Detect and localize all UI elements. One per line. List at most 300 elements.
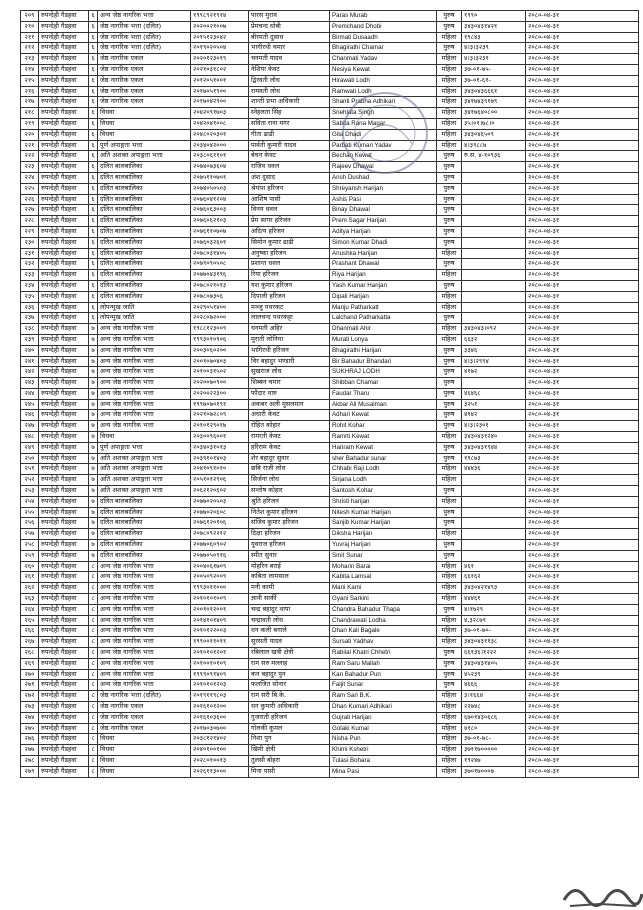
cell-municipality: रुपन्देही गैडहवा — [39, 594, 89, 605]
cell-category: विधवा — [98, 766, 191, 777]
cell-category: अन्य जेष्ठ नागरिक भत्ता — [98, 648, 191, 659]
table-row — [21, 561, 639, 572]
cell-id-no: २०७८०३१४०५ — [191, 248, 249, 259]
table-row — [21, 734, 639, 745]
cell-category: अन्य जेष्ठ नागरिक भत्ता — [98, 388, 191, 399]
cell-ward: ६ — [89, 11, 98, 22]
cell-citizenship-no: ४।१७२९ — [462, 604, 526, 615]
cell-ward: ६ — [89, 216, 98, 227]
cell-name-en: Dipali Harijan — [330, 291, 437, 302]
cell-name-np: खिमी क्षेत्री — [249, 745, 330, 756]
cell-gender: महिला — [437, 594, 462, 605]
cell-id-no: २०३९१०१४०३ — [191, 453, 249, 464]
cell-municipality: रुपन्देही गैडहवा — [39, 237, 89, 248]
cell-date: २०८०-०४-३१ — [526, 669, 639, 680]
cell-citizenship-no — [462, 183, 526, 194]
cell-gender: महिला — [437, 129, 462, 140]
cell-id-no: २०३८१२१४०२ — [191, 734, 249, 745]
table-row — [21, 594, 639, 605]
cell-date: २०८०-०४-३१ — [526, 43, 639, 54]
cell-citizenship-no: ३४३०४३१४०५ — [462, 658, 526, 669]
cell-ward: ७ — [89, 453, 98, 464]
cell-sn: २३७ — [21, 313, 39, 324]
cell-citizenship-no — [462, 216, 526, 227]
table-row — [21, 496, 639, 507]
cell-id-no: १९९९०९१४०९ — [191, 669, 249, 680]
cell-municipality: रुपन्देही गैडहवा — [39, 313, 89, 324]
cell-citizenship-no: ४४४३६ — [462, 464, 526, 475]
cell-ward: ८ — [89, 594, 98, 605]
cell-gender: पुरुष — [437, 356, 462, 367]
cell-sn: २२९ — [21, 226, 39, 237]
cell-name-np: अकबर अली मुसलमान — [249, 399, 330, 410]
cell-date: २०८०-०४-३१ — [526, 410, 639, 421]
cell-gender: पुरुष — [437, 367, 462, 378]
cell-sn: २१५ — [21, 75, 39, 86]
cell-name-en: Diksha Harijan — [330, 529, 437, 540]
cell-name-en: Prashant Dhawal — [330, 259, 437, 270]
cell-id-no: १९९८९२१९१४ — [191, 11, 249, 22]
cell-date: २०८०-०४-३१ — [526, 702, 639, 713]
table-row — [21, 626, 639, 637]
cell-gender: पुरुष — [437, 648, 462, 659]
table-row — [21, 237, 639, 248]
cell-sn: २३९ — [21, 334, 39, 345]
cell-ward: ८ — [89, 658, 98, 669]
corner-handwritten-mark — [560, 876, 643, 910]
cell-municipality: रुपन्देही गैडहवा — [39, 518, 89, 529]
cell-sn: २४९ — [21, 442, 39, 453]
table-row — [21, 442, 639, 453]
cell-gender: पुरुष — [437, 442, 462, 453]
cell-municipality: रुपन्देही गैडहवा — [39, 21, 89, 32]
cell-ward: ८ — [89, 755, 98, 766]
cell-category: जेष्ठ नागरिक एकल — [98, 75, 191, 86]
cell-name-np: धन कली बगाले — [249, 626, 330, 637]
cell-citizenship-no: ३४३०४३६६६१ — [462, 86, 526, 97]
cell-name-en: Faudar Tharu — [330, 388, 437, 399]
cell-ward: ७ — [89, 486, 98, 497]
cell-name-np: सिर्जना लोध — [249, 475, 330, 486]
cell-sn: २६५ — [21, 615, 39, 626]
cell-date: २०८०-०४-३१ — [526, 302, 639, 313]
cell-id-no: २०१२०५१००१ — [191, 75, 249, 86]
cell-date: २०८०-०४-३१ — [526, 216, 639, 227]
cell-citizenship-no — [462, 291, 526, 302]
cell-date: २०८०-०४-३१ — [526, 550, 639, 561]
table-row — [21, 97, 639, 108]
cell-category: अति अशक्त अपाङ्गता भत्ता — [98, 486, 191, 497]
cell-gender: महिला — [437, 702, 462, 713]
cell-name-np: बेचन केवट — [249, 151, 330, 162]
cell-id-no: २०७७०२०५०३ — [191, 496, 249, 507]
table-row — [21, 54, 639, 65]
cell-category: दलित बालबालिका — [98, 507, 191, 518]
cell-citizenship-no: ४।३९८८७ — [462, 140, 526, 151]
cell-date: २०८०-०४-३१ — [526, 734, 639, 745]
cell-name-np: राजिव धवल — [249, 162, 330, 173]
cell-name-en: Yash Kumar Harijan — [330, 280, 437, 291]
cell-sn: २१२ — [21, 43, 39, 54]
cell-sn: २४७ — [21, 421, 39, 432]
cell-gender: महिला — [437, 755, 462, 766]
cell-gender: पुरुष — [437, 226, 462, 237]
cell-date: २०८०-०४-३१ — [526, 367, 639, 378]
cell-name-en: Shibban Chamar — [330, 378, 437, 389]
cell-gender: पुरुष — [437, 345, 462, 356]
cell-category: अन्य जेष्ठ नागरिक भत्ता — [98, 345, 191, 356]
cell-name-en: Chanmati Yadav — [330, 54, 437, 65]
cell-citizenship-no: ३४३०४३१९४४ — [462, 442, 526, 453]
cell-name-np: फौदार थारु — [249, 388, 330, 399]
cell-sn: २२४ — [21, 172, 39, 183]
cell-gender: महिला — [437, 97, 462, 108]
cell-gender: महिला — [437, 475, 462, 486]
cell-id-no: २०२८०७२००० — [191, 313, 249, 324]
cell-ward: ६ — [89, 118, 98, 129]
cell-name-np: अंश दुसाद — [249, 172, 330, 183]
cell-gender: पुरुष — [437, 216, 462, 227]
cell-date: २०८०-०४-३१ — [526, 205, 639, 216]
cell-gender: पुरुष — [437, 550, 462, 561]
cell-name-np: धन कुमारी अधिकारी — [249, 702, 330, 713]
cell-sn: २५३ — [21, 486, 39, 497]
cell-municipality: रुपन्देही गैडहवा — [39, 345, 89, 356]
cell-name-en: Adhari Kewat — [330, 410, 437, 421]
cell-id-no: २००५०९२००९ — [191, 572, 249, 583]
cell-date: २०८०-०४-३१ — [526, 496, 639, 507]
cell-ward: ७ — [89, 421, 98, 432]
table-row — [21, 21, 639, 32]
cell-id-no: १९९३०१०९०६ — [191, 334, 249, 345]
table-row — [21, 140, 639, 151]
table-row — [21, 572, 639, 583]
cell-name-en: Dhan Kumari Adhikari — [330, 702, 437, 713]
table-row — [21, 75, 639, 86]
cell-date: २०८०-०४-३१ — [526, 594, 639, 605]
cell-date: २०८०-०४-३१ — [526, 129, 639, 140]
cell-gender: पुरुष — [437, 486, 462, 497]
table-row — [21, 129, 639, 140]
cell-ward: ८ — [89, 648, 98, 659]
cell-municipality: रुपन्देही गैडहवा — [39, 410, 89, 421]
cell-municipality: रुपन्देही गैडहवा — [39, 723, 89, 734]
cell-id-no: २०७६१२०१०६ — [191, 518, 249, 529]
cell-id-no: २०३८०६११०१ — [191, 151, 249, 162]
cell-id-no: २०३४०३१०१३ — [191, 442, 249, 453]
cell-category: अन्य जेष्ठ नागरिक भत्ता — [98, 604, 191, 615]
cell-name-en: Murati Lonya — [330, 334, 437, 345]
cell-citizenship-no: ३४१७४३९१७९ — [462, 97, 526, 108]
cell-citizenship-no: ३७-०१-७८- — [462, 734, 526, 745]
cell-municipality: रुपन्देही गैडहवा — [39, 302, 89, 313]
cell-category: दलित बालबालिका — [98, 172, 191, 183]
cell-ward: ८ — [89, 561, 98, 572]
cell-name-np: सुरसती यादव — [249, 637, 330, 648]
cell-ward: ६ — [89, 183, 98, 194]
cell-ward: ७ — [89, 529, 98, 540]
cell-gender: पुरुष — [437, 378, 462, 389]
cell-gender: पुरुष — [437, 540, 462, 551]
cell-name-np: सन्तोष कोहार — [249, 486, 330, 497]
cell-sn: २३३ — [21, 270, 39, 281]
cell-ward: ८ — [89, 691, 98, 702]
table-row — [21, 151, 639, 162]
cell-date: २०८०-०४-३१ — [526, 21, 639, 32]
cell-name-np: चनमती यादव — [249, 54, 330, 65]
cell-gender: महिला — [437, 496, 462, 507]
cell-ward: ६ — [89, 86, 98, 97]
cell-ward: ७ — [89, 367, 98, 378]
cell-date: २०८०-०४-३१ — [526, 162, 639, 173]
cell-name-en: Shanti Prabha Adhikari — [330, 97, 437, 108]
cell-date: २०८०-०४-३१ — [526, 712, 639, 723]
cell-category: अति अशक्त अपाङ्गता भत्ता — [98, 464, 191, 475]
table-row — [21, 378, 639, 389]
cell-name-np: गुजराती हरिजन — [249, 712, 330, 723]
cell-name-en: Chandra Bahadur Thapa — [330, 604, 437, 615]
cell-gender: महिला — [437, 32, 462, 43]
cell-name-en: Kan Bahadur Pun — [330, 669, 437, 680]
cell-date: २०८०-०४-३१ — [526, 388, 639, 399]
cell-municipality: रुपन्देही गैडहवा — [39, 615, 89, 626]
cell-category: दलित बालबालिका — [98, 205, 191, 216]
cell-municipality: रुपन्देही गैडहवा — [39, 648, 89, 659]
table-row — [21, 712, 639, 723]
cell-name-np: अदित्य हरिजन — [249, 226, 330, 237]
cell-gender: महिला — [437, 334, 462, 345]
cell-citizenship-no: ३४३०४३।०९२ — [462, 324, 526, 335]
cell-municipality: रुपन्देही गैडहवा — [39, 108, 89, 119]
cell-ward: ७ — [89, 356, 98, 367]
cell-id-no: २०७७०५०९१६ — [191, 550, 249, 561]
cell-sn: २२८ — [21, 216, 39, 227]
cell-ward: ६ — [89, 205, 98, 216]
cell-municipality: रुपन्देही गैडहवा — [39, 507, 89, 518]
cell-sn: २१९ — [21, 118, 39, 129]
cell-citizenship-no: ६६१६२ — [462, 572, 526, 583]
cell-citizenship-no — [462, 302, 526, 313]
cell-ward: ६ — [89, 162, 98, 173]
cell-category: अति अशक्त अपाङ्गता भत्ता — [98, 453, 191, 464]
cell-gender: महिला — [437, 302, 462, 313]
table-row — [21, 518, 639, 529]
cell-municipality: रुपन्देही गैडहवा — [39, 11, 89, 22]
cell-id-no: २०१७०३०७०० — [191, 723, 249, 734]
cell-sn: २६७ — [21, 637, 39, 648]
cell-sn: २४० — [21, 345, 39, 356]
cell-name-np: बीरमती दुसाध — [249, 32, 330, 43]
cell-category: विधवा — [98, 118, 191, 129]
cell-id-no: २०२०१२३०१९ — [191, 54, 249, 65]
cell-sn: २७६ — [21, 734, 39, 745]
table-row — [21, 172, 639, 183]
cell-category: जेष्ठ नागरिक भत्ता (दलित) — [98, 43, 191, 54]
cell-gender: महिला — [437, 432, 462, 443]
cell-municipality: रुपन्देही गैडहवा — [39, 755, 89, 766]
cell-municipality: रुपन्देही गैडहवा — [39, 64, 89, 75]
cell-name-np: यश कुमार हरिजन — [249, 280, 330, 291]
cell-category: लोपन्मुख जाति — [98, 302, 191, 313]
cell-sn: २६६ — [21, 626, 39, 637]
cell-sn: २४५ — [21, 399, 39, 410]
cell-ward: ६ — [89, 291, 98, 302]
cell-citizenship-no — [462, 280, 526, 291]
cell-citizenship-no: २२७४८ — [462, 702, 526, 713]
cell-sn: २४३ — [21, 378, 39, 389]
cell-date: २०८०-०४-३१ — [526, 518, 639, 529]
cell-name-np: शेर बहादुर सुनार — [249, 453, 330, 464]
cell-category: दलित बालबालिका — [98, 226, 191, 237]
cell-category: दलित बालबालिका — [98, 550, 191, 561]
cell-ward: ८ — [89, 680, 98, 691]
cell-id-no: २०७६११०७०७ — [191, 226, 249, 237]
table-row — [21, 270, 639, 281]
cell-date: २०८०-०४-३१ — [526, 270, 639, 281]
cell-sn: २०९ — [21, 11, 39, 22]
cell-gender: महिला — [437, 723, 462, 734]
cell-date: २०८०-०४-३१ — [526, 745, 639, 756]
table-row — [21, 669, 639, 680]
cell-id-no: २०१०१०१२०३ — [191, 680, 249, 691]
cell-municipality: रुपन्देही गैडहवा — [39, 140, 89, 151]
cell-gender: महिला — [437, 583, 462, 594]
cell-id-no: २०७४०५०५०३ — [191, 183, 249, 194]
cell-gender: पुरुष — [437, 410, 462, 421]
cell-citizenship-no: १९९० — [462, 11, 526, 22]
cell-date: २०८०-०४-३१ — [526, 766, 639, 777]
cell-name-en: Khimi Kshetri — [330, 745, 437, 756]
cell-gender: पुरुष — [437, 172, 462, 183]
cell-name-np: तुलसी बोहरा — [249, 755, 330, 766]
cell-municipality: रुपन्देही गैडहवा — [39, 194, 89, 205]
cell-id-no: २०५१०१२९०६ — [191, 475, 249, 486]
cell-name-np: मञ्जु पथरकट — [249, 302, 330, 313]
cell-ward: ७ — [89, 540, 98, 551]
cell-gender: महिला — [437, 615, 462, 626]
cell-sn: २४८ — [21, 432, 39, 443]
cell-category: दलित बालबालिका — [98, 529, 191, 540]
cell-citizenship-no: ६७०१४३०६८६ — [462, 712, 526, 723]
cell-name-en: Rabilal Khatri Chhetri — [330, 648, 437, 659]
cell-citizenship-no: ३४३०४६५०९ — [462, 129, 526, 140]
cell-id-no: २०१५१२३०४२ — [191, 32, 249, 43]
cell-name-np: अनुष्का हरिजन — [249, 248, 330, 259]
cell-municipality: रुपन्देही गैडहवा — [39, 324, 89, 335]
cell-id-no: २०७७०६०९०२ — [191, 540, 249, 551]
cell-name-en: Ram Saru Mallah — [330, 658, 437, 669]
cell-name-np: प्रशान्त धवल — [249, 259, 330, 270]
cell-ward: ६ — [89, 75, 98, 86]
table-row — [21, 410, 639, 421]
cell-sn: २३५ — [21, 291, 39, 302]
table-row — [21, 183, 639, 194]
cell-municipality: रुपन्देही गैडहवा — [39, 86, 89, 97]
cell-gender: पुरुष — [437, 183, 462, 194]
table-row — [21, 32, 639, 43]
cell-id-no: २०१०१२९०१७ — [191, 421, 249, 432]
table-row — [21, 702, 639, 713]
cell-citizenship-no: ३७०१७०००७ — [462, 766, 526, 777]
cell-id-no: २०१००३१५०२ — [191, 367, 249, 378]
cell-name-en: Faljit Sunar — [330, 680, 437, 691]
cell-category: दलित बालबालिका — [98, 280, 191, 291]
cell-gender: पुरुष — [437, 399, 462, 410]
cell-id-no: २०७७०४३१९६ — [191, 270, 249, 281]
cell-gender: महिला — [437, 529, 462, 540]
cell-date: २०८०-०४-३१ — [526, 108, 639, 119]
cell-gender: महिला — [437, 54, 462, 65]
cell-date: २०८०-०४-३१ — [526, 280, 639, 291]
cell-name-np: कन बहादुर पुन — [249, 669, 330, 680]
cell-municipality: रुपन्देही गैडहवा — [39, 453, 89, 464]
cell-citizenship-no — [462, 378, 526, 389]
cell-date: २०८०-०४-३१ — [526, 529, 639, 540]
beneficiary-table — [20, 10, 639, 778]
cell-gender: पुरुष — [437, 680, 462, 691]
cell-name-np: फलजित सोनार — [249, 680, 330, 691]
cell-gender: महिला — [437, 766, 462, 777]
cell-date: २०८०-०४-३१ — [526, 755, 639, 766]
cell-name-en: Lalchand Patharkatta — [330, 313, 437, 324]
cell-ward: ७ — [89, 507, 98, 518]
cell-sn: २११ — [21, 32, 39, 43]
cell-name-np: विनय धवल — [249, 205, 330, 216]
table-row — [21, 464, 639, 475]
cell-date: २०८०-०४-३१ — [526, 172, 639, 183]
cell-name-np: नेशिया केवट — [249, 64, 330, 75]
cell-category: दलित बालबालिका — [98, 270, 191, 281]
table-row — [21, 680, 639, 691]
cell-sn: २२५ — [21, 183, 39, 194]
cell-id-no: २०२१०७२८०९ — [191, 410, 249, 421]
cell-sn: २६९ — [21, 658, 39, 669]
cell-ward: ७ — [89, 442, 98, 453]
cell-category: दलित बालबालिका — [98, 518, 191, 529]
beneficiary-list-sheet — [20, 10, 638, 778]
cell-ward: ७ — [89, 324, 98, 335]
cell-id-no: २०४१०९१०१० — [191, 464, 249, 475]
cell-name-np: शान्ती प्रभा अधिकारी — [249, 97, 330, 108]
cell-id-no: १९९००११०११ — [191, 637, 249, 648]
cell-category: जेष्ठ नागरिक एकल — [98, 723, 191, 734]
cell-sn: २२७ — [21, 205, 39, 216]
cell-gender: पुरुष — [437, 21, 462, 32]
cell-name-en: Moharin Barai — [330, 561, 437, 572]
cell-name-en: Paras Murab — [330, 11, 437, 22]
cell-id-no: २०६२१२०६०२ — [191, 486, 249, 497]
cell-sn: २२२ — [21, 151, 39, 162]
cell-citizenship-no: ४१७२ — [462, 367, 526, 378]
cell-date: २०८०-०४-३१ — [526, 313, 639, 324]
cell-municipality: रुपन्देही गैडहवा — [39, 583, 89, 594]
table-row — [21, 388, 639, 399]
cell-sn: २३८ — [21, 324, 39, 335]
cell-date: २०८०-०४-३१ — [526, 324, 639, 335]
cell-gender: पुरुष — [437, 237, 462, 248]
cell-ward: ६ — [89, 97, 98, 108]
cell-sn: २६४ — [21, 604, 39, 615]
cell-ward: ६ — [89, 194, 98, 205]
table-row — [21, 334, 639, 345]
cell-date: २०८०-०४-३१ — [526, 140, 639, 151]
cell-category: दलित बालबालिका — [98, 237, 191, 248]
cell-category: अन्य जेष्ठ नागरिक भत्ता — [98, 594, 191, 605]
cell-id-no: २०२१०३१८०२ — [191, 64, 249, 75]
cell-municipality: रुपन्देही गैडहवा — [39, 475, 89, 486]
cell-citizenship-no — [462, 475, 526, 486]
cell-sn: २६२ — [21, 583, 39, 594]
